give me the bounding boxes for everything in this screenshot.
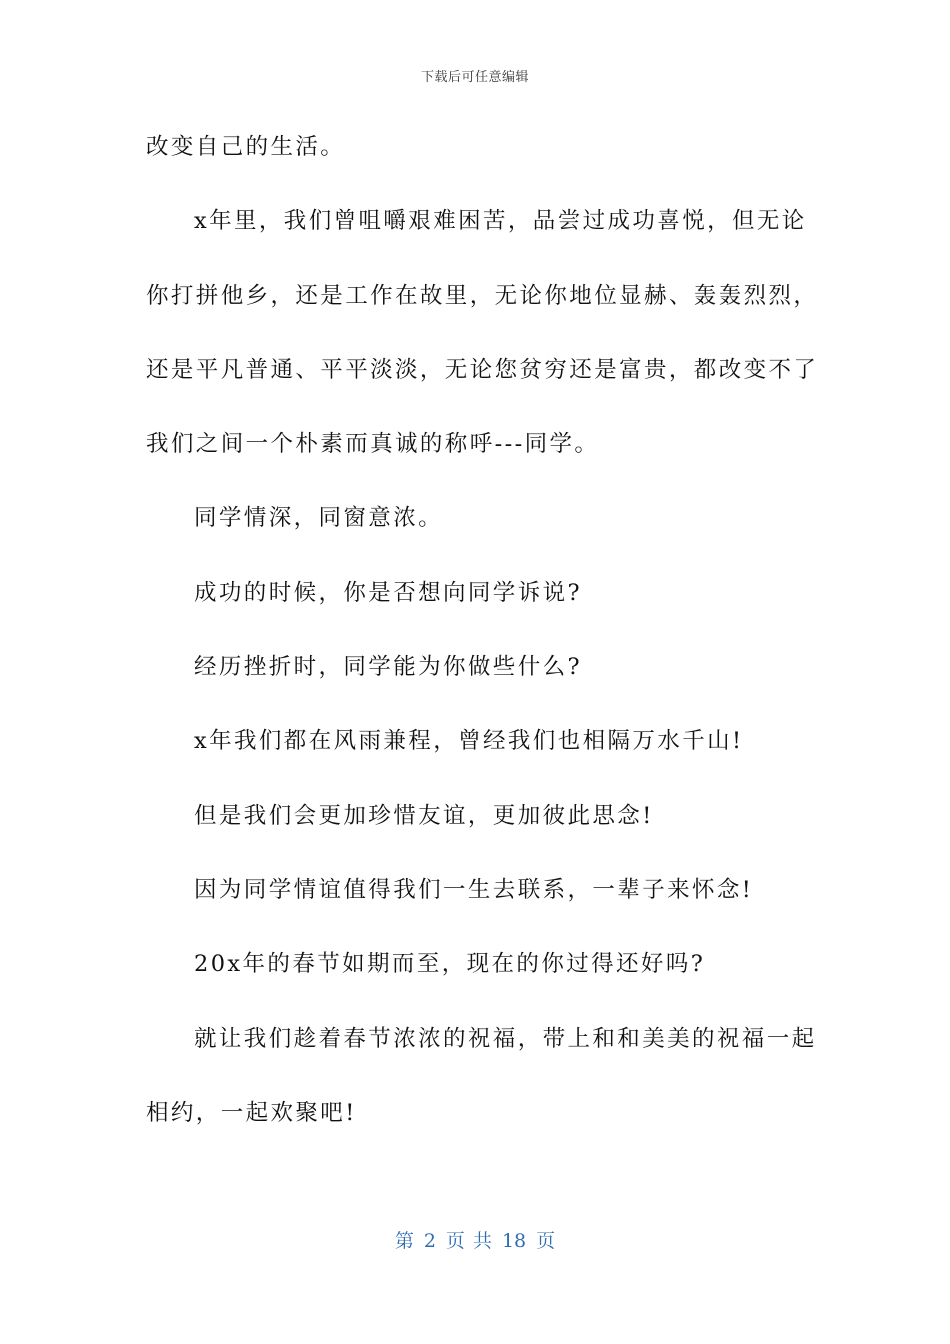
page-header: 下载后可任意编辑 [420, 70, 529, 85]
body-line: x年里，我们曾咀嚼艰难困苦，品尝过成功喜悦，但无论 [194, 208, 807, 234]
body-line: 你打拼他乡，还是工作在故里，无论你地位显赫、轰轰烈烈， [146, 283, 819, 309]
body-line: 还是平凡普通、平平淡淡，无论您贫穷还是富贵，都改变不了 [146, 357, 819, 383]
footer-page-total: 18 [501, 1230, 527, 1252]
body-line: 我们之间一个朴素而真诚的称呼---同学。 [146, 431, 600, 457]
body-line: 就让我们趁着春节浓浓的祝福，带上和和美美的祝福一起 [194, 1026, 817, 1052]
body-line: 20x年的春节如期而至，现在的你过得还好吗? [194, 951, 706, 977]
footer-prefix: 第 [394, 1230, 414, 1252]
body-line: 因为同学情谊值得我们一生去联系，一辈子来怀念! [194, 877, 754, 903]
body-line: 经历挫折时，同学能为你做些什么? [194, 654, 582, 680]
footer-middle: 页 共 [445, 1230, 492, 1252]
body-line: 相约，一起欢聚吧! [146, 1100, 357, 1126]
page-footer [0, 1226, 950, 1253]
body-line: 改变自己的生活。 [146, 134, 346, 160]
body-line: 成功的时候，你是否想向同学诉说? [194, 580, 582, 606]
footer-page-number: 2 [423, 1230, 436, 1252]
body-line: 同学情深，同窗意浓。 [194, 505, 444, 531]
body-line: x年我们都在风雨兼程，曾经我们也相隔万水千山! [194, 728, 744, 754]
footer-suffix: 页 [536, 1230, 556, 1252]
body-line: 但是我们会更加珍惜友谊，更加彼此思念! [194, 803, 654, 829]
